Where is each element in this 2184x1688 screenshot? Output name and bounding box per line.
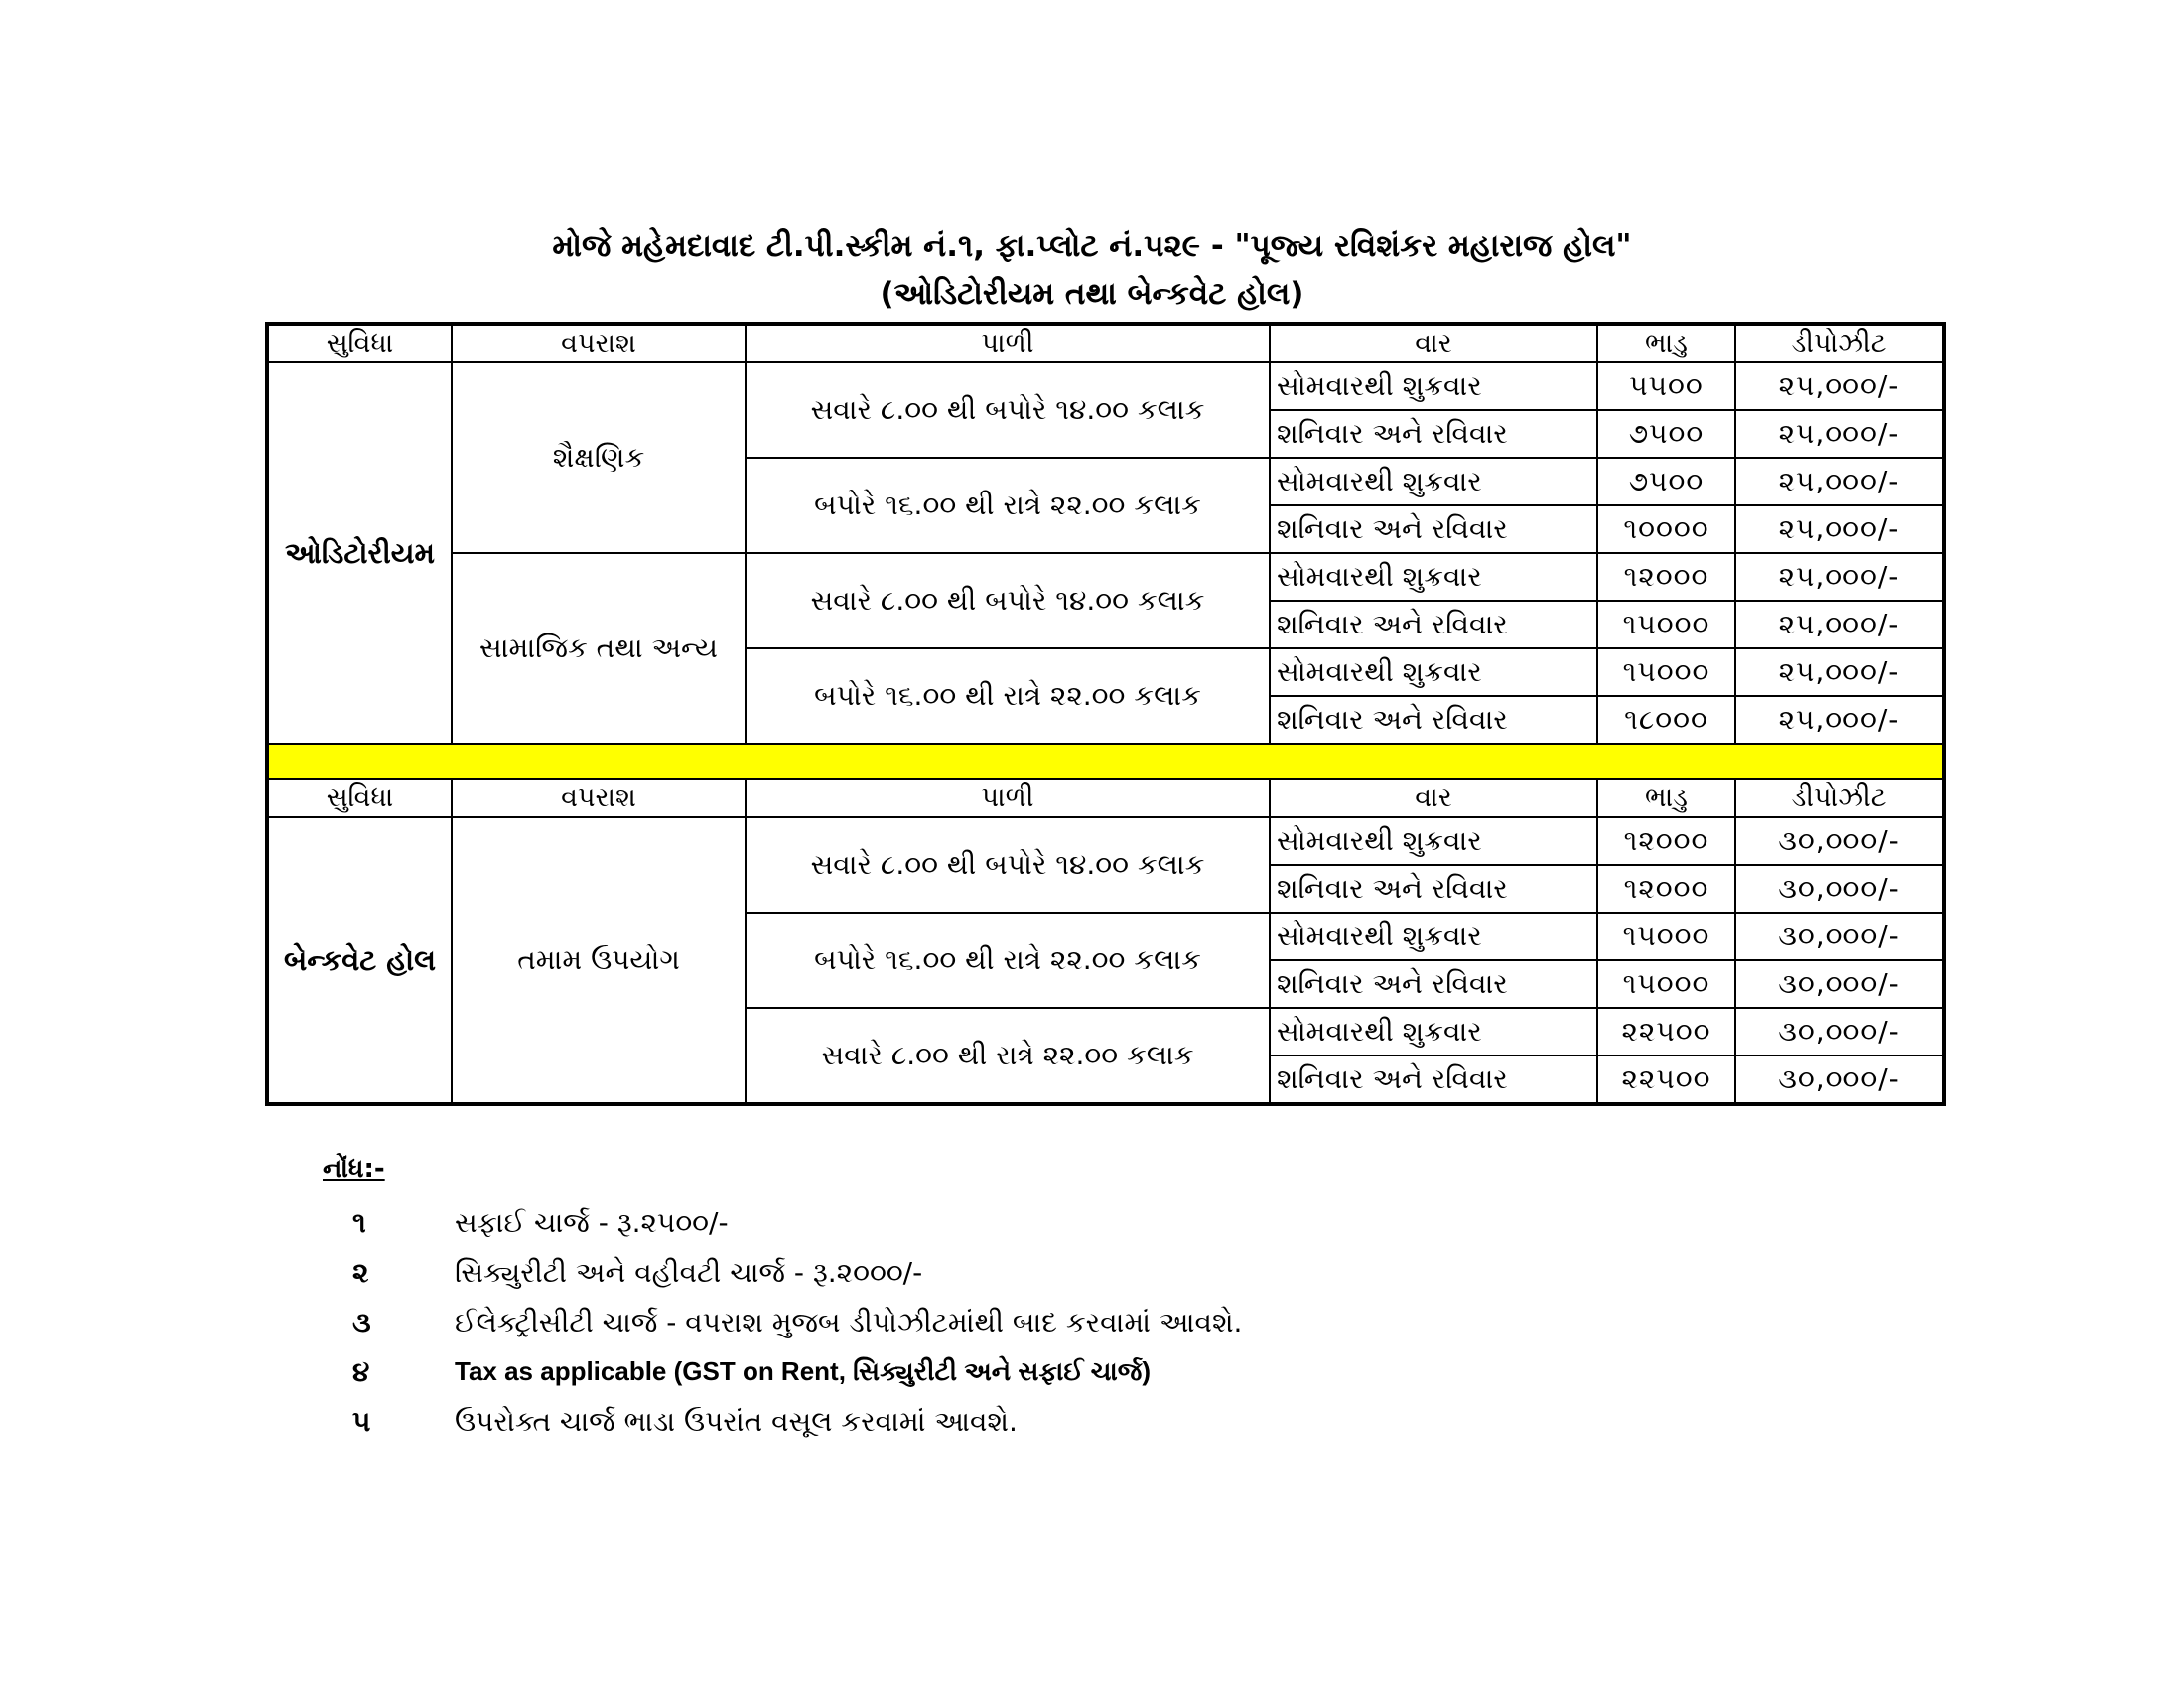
list-item: [323, 1248, 1242, 1298]
list-item: [323, 1397, 1242, 1447]
header-shift: પાળી: [746, 324, 1270, 362]
rent-cell: ૧૨૦૦૦: [1597, 865, 1735, 913]
deposit-cell: ૩૦,૦૦૦/-: [1735, 1008, 1944, 1055]
shift-cell: બપોરે ૧૬.૦૦ થી રાત્રે ૨૨.૦૦ કલાક: [746, 648, 1270, 744]
note-number: ૪: [352, 1355, 370, 1388]
table-header-row: [267, 779, 1944, 817]
deposit-cell: ૨૫,૦૦૦/-: [1735, 362, 1944, 410]
header-usage: વપરાશ: [452, 324, 746, 362]
rent-cell: ૫૫૦૦: [1597, 362, 1735, 410]
table-row: [267, 817, 1944, 865]
shift-cell: સવારે ૮.૦૦ થી બપોરે ૧૪.૦૦ કલાક: [746, 817, 1270, 913]
rent-cell: ૨૨૫૦૦: [1597, 1055, 1735, 1104]
day-cell: શનિવાર અને રવિવાર: [1270, 410, 1597, 458]
rent-cell: ૧૮૦૦૦: [1597, 696, 1735, 744]
day-cell: શનિવાર અને રવિવાર: [1270, 696, 1597, 744]
rent-cell: ૧૦૦૦૦: [1597, 505, 1735, 553]
day-cell: શનિવાર અને રવિવાર: [1270, 601, 1597, 648]
day-cell: સોમવારથી શુક્રવાર: [1270, 817, 1597, 865]
notes-heading: નોંધ:-: [323, 1154, 385, 1184]
header-day: વાર: [1270, 779, 1597, 817]
note-number: ૨: [352, 1256, 369, 1289]
rates-table: [265, 322, 1946, 1106]
day-cell: સોમવારથી શુક્રવાર: [1270, 913, 1597, 960]
deposit-cell: ૨૫,૦૦૦/-: [1735, 458, 1944, 505]
page-subtitle: (ઓડિટોરીયમ તથા બેન્કવેટ હોલ): [880, 276, 1304, 312]
shift-cell: સવારે ૮.૦૦ થી બપોરે ૧૪.૦૦ કલાક: [746, 553, 1270, 648]
header-day: વાર: [1270, 324, 1597, 362]
table-row: [267, 362, 1944, 410]
day-cell: સોમવારથી શુક્રવાર: [1270, 553, 1597, 601]
day-cell: સોમવારથી શુક્રવાર: [1270, 458, 1597, 505]
shift-cell: બપોરે ૧૬.૦૦ થી રાત્રે ૨૨.૦૦ કલાક: [746, 458, 1270, 553]
day-cell: શનિવાર અને રવિવાર: [1270, 1055, 1597, 1104]
rent-cell: ૭૫૦૦: [1597, 458, 1735, 505]
separator-band: [267, 744, 1944, 779]
list-item: [323, 1298, 1242, 1347]
header-rent: ભાડુ: [1597, 324, 1735, 362]
facility-banquet: બેન્કવેટ હોલ: [267, 817, 452, 1104]
header-shift: પાળી: [746, 779, 1270, 817]
usage-social: સામાજિક તથા અન્ય: [452, 553, 746, 744]
note-text: ઉપરોક્ત ચાર્જ ભાડા ઉપરાંત વસૂલ કરવામાં આવશે.: [455, 1405, 1018, 1438]
note-number: ૧: [352, 1206, 366, 1239]
header-deposit: ડીપોઝીટ: [1735, 779, 1944, 817]
deposit-cell: ૩૦,૦૦૦/-: [1735, 913, 1944, 960]
facility-auditorium: ઓડિટોરીયમ: [267, 362, 452, 744]
deposit-cell: ૩૦,૦૦૦/-: [1735, 960, 1944, 1008]
rent-cell: ૧૫૦૦૦: [1597, 648, 1735, 696]
day-cell: શનિવાર અને રવિવાર: [1270, 960, 1597, 1008]
note-number: ૫: [352, 1405, 371, 1438]
day-cell: શનિવાર અને રવિવાર: [1270, 865, 1597, 913]
rent-cell: ૨૨૫૦૦: [1597, 1008, 1735, 1055]
day-cell: શનિવાર અને રવિવાર: [1270, 505, 1597, 553]
shift-cell: સવારે ૮.૦૦ થી રાત્રે ૨૨.૦૦ કલાક: [746, 1008, 1270, 1104]
deposit-cell: ૨૫,૦૦૦/-: [1735, 648, 1944, 696]
header-usage: વપરાશ: [452, 779, 746, 817]
rent-cell: ૧૫૦૦૦: [1597, 913, 1735, 960]
rent-cell: ૧૨૦૦૦: [1597, 817, 1735, 865]
note-text: Tax as applicable (GST on Rent, સિક્યુરીટી અને સફાઈ ચાર્જ): [455, 1356, 1152, 1386]
deposit-cell: ૨૫,૦૦૦/-: [1735, 696, 1944, 744]
header-facility: સુવિધા: [267, 779, 452, 817]
deposit-cell: ૩૦,૦૦૦/-: [1735, 1055, 1944, 1104]
note-text: સિક્યુરીટી અને વહીવટી ચાર્જ - રૂ.૨૦૦૦/-: [455, 1256, 923, 1289]
day-cell: સોમવારથી શુક્રવાર: [1270, 362, 1597, 410]
shift-cell: સવારે ૮.૦૦ થી બપોરે ૧૪.૦૦ કલાક: [746, 362, 1270, 458]
deposit-cell: ૨૫,૦૦૦/-: [1735, 553, 1944, 601]
rent-cell: ૧૫૦૦૦: [1597, 601, 1735, 648]
header-deposit: ડીપોઝીટ: [1735, 324, 1944, 362]
table-row: [267, 553, 1944, 601]
note-text: ઈલેક્ટ્રીસીટી ચાર્જ - વપરાશ મુજબ ડીપોઝીટમાંથી બાદ કરવામાં આવશે.: [455, 1306, 1243, 1338]
rent-cell: ૧૨૦૦૦: [1597, 553, 1735, 601]
note-number: ૩: [352, 1306, 371, 1338]
rent-cell: ૭૫૦૦: [1597, 410, 1735, 458]
list-item: [323, 1347, 1242, 1397]
separator-row: [267, 744, 1944, 779]
table-header-row: [267, 324, 1944, 362]
notes-section: [323, 1154, 1242, 1447]
usage-educational: શૈક્ષણિક: [452, 362, 746, 553]
note-text: સફાઈ ચાર્જ - રૂ.૨૫૦૦/-: [455, 1206, 729, 1239]
list-item: [323, 1198, 1242, 1248]
page-title: મોજે મહેમદાવાદ ટી.પી.સ્કીમ નં.૧, ફા.પ્લોટ નં.૫૨૯ - "પૂજ્ય રવિશંકર મહારાજ હોલ": [552, 228, 1632, 264]
day-cell: સોમવારથી શુક્રવાર: [1270, 648, 1597, 696]
usage-all: તમામ ઉપયોગ: [452, 817, 746, 1104]
deposit-cell: ૨૫,૦૦૦/-: [1735, 410, 1944, 458]
shift-cell: બપોરે ૧૬.૦૦ થી રાત્રે ૨૨.૦૦ કલાક: [746, 913, 1270, 1008]
header-rent: ભાડુ: [1597, 779, 1735, 817]
deposit-cell: ૩૦,૦૦૦/-: [1735, 865, 1944, 913]
day-cell: સોમવારથી શુક્રવાર: [1270, 1008, 1597, 1055]
header-facility: સુવિધા: [267, 324, 452, 362]
deposit-cell: ૩૦,૦૦૦/-: [1735, 817, 1944, 865]
rent-cell: ૧૫૦૦૦: [1597, 960, 1735, 1008]
deposit-cell: ૨૫,૦૦૦/-: [1735, 505, 1944, 553]
deposit-cell: ૨૫,૦૦૦/-: [1735, 601, 1944, 648]
